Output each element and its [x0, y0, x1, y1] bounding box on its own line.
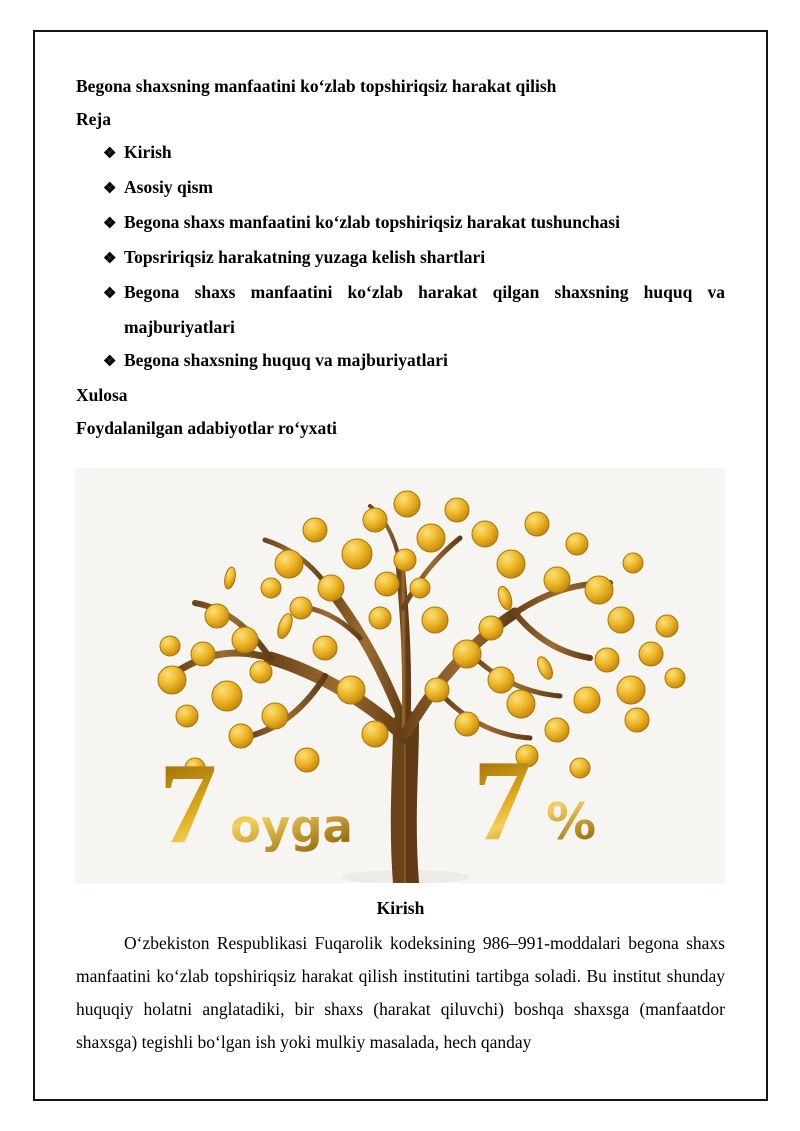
- plan-item: [76, 344, 725, 379]
- plan-item-label: Topsririqsiz harakatning yuzaga kelish shartlari: [124, 247, 486, 267]
- diamond-bullet-icon: ❖: [103, 216, 117, 232]
- plan-item: [76, 276, 725, 344]
- body-paragraph: Oʻzbekiston Respublikasi Fuqarolik kodeksining 986–991-moddalari begona shaxs manfaatini koʻzlab topshiriqsiz harakat qilish institutini tartibga soladi. Bu institut shunday huquqiy holatni anglatadiki, bir shaxs (harakat qiluvchi) boshqa shaxsga (manfaatdor shaxsga) tegishli boʻlgan ish yoki mulkiy masalada, hech qanday: [76, 933, 725, 1052]
- plan-item: [76, 206, 725, 241]
- diamond-bullet-icon: ❖: [103, 181, 117, 197]
- plan-heading: Reja: [76, 109, 111, 129]
- gold-coins: [158, 491, 685, 778]
- seven-number: 7: [473, 737, 529, 865]
- document-title: Begona shaxsning manfaatini koʻzlab topshiriqsiz harakat qilish: [76, 76, 557, 96]
- plan-item-label: Begona shaxsning huquq va majburiyatlari: [124, 350, 448, 370]
- plan-item: [76, 136, 725, 171]
- section-heading: Kirish: [376, 898, 425, 918]
- diamond-bullet-icon: ❖: [103, 251, 117, 267]
- seven-number: 7: [159, 740, 215, 868]
- plan-list: [76, 136, 725, 379]
- plan-item-label: Begona shaxs manfaatini koʻzlab topshiriqsiz harakat tushunchasi: [124, 212, 620, 232]
- percent-symbol: %: [546, 793, 597, 851]
- xulosa-line: Xulosa: [76, 385, 128, 405]
- plan-item-label: Asosiy qism: [124, 177, 213, 197]
- diamond-bullet-icon: ❖: [103, 286, 117, 302]
- plan-item: [76, 241, 725, 276]
- plan-item-label: Kirish: [124, 142, 172, 162]
- plan-item: [76, 171, 725, 206]
- diamond-bullet-icon: ❖: [103, 354, 117, 370]
- label-seven-oyga: [159, 740, 353, 868]
- plan-item-label: Begona shaxs manfaatini koʻzlab harakat qilgan shaxsning huquq va majburiyatlari: [124, 282, 725, 337]
- references-line: Foydalanilgan adabiyotlar roʻyxati: [76, 418, 337, 438]
- diamond-bullet-icon: ❖: [103, 146, 117, 162]
- oyga-word: oyga: [230, 800, 353, 853]
- page-content: [76, 70, 725, 1059]
- money-tree-illustration: [75, 468, 725, 883]
- label-seven-percent: [473, 737, 597, 865]
